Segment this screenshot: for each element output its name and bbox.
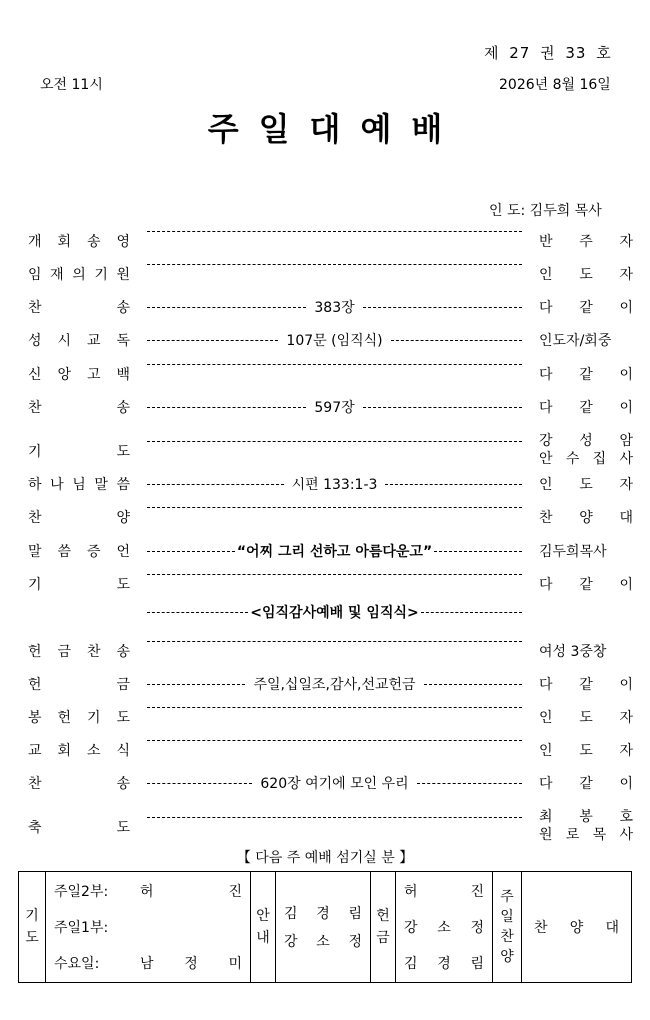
order-label-char: 양 bbox=[116, 510, 130, 526]
order-label-char: 금 bbox=[57, 644, 72, 660]
order-label-char: 송 bbox=[86, 234, 101, 250]
order-person bbox=[539, 574, 633, 594]
order-label-char: 교 bbox=[28, 743, 42, 759]
person-char: 자 bbox=[619, 267, 633, 283]
vertical-char: 양 bbox=[500, 949, 514, 965]
order-row bbox=[0, 809, 650, 843]
order-label bbox=[28, 674, 130, 694]
order-person-line bbox=[539, 826, 633, 844]
praise-cell bbox=[522, 872, 632, 983]
dash-line bbox=[424, 684, 522, 685]
order-person bbox=[539, 432, 633, 468]
order-label bbox=[28, 264, 130, 284]
prayer-service: 주일1부: bbox=[54, 920, 109, 936]
issue-number: 제 27 권 33 호 bbox=[484, 44, 612, 62]
order-label-char: 말 bbox=[94, 477, 108, 493]
person-char: 호 bbox=[619, 809, 633, 825]
person-char: 이 bbox=[619, 300, 633, 316]
dash-line bbox=[147, 783, 252, 784]
order-label-char: 헌 bbox=[28, 677, 42, 693]
order-person bbox=[539, 264, 633, 284]
page-title: 주일대예배 bbox=[207, 110, 463, 148]
person-char: 도 bbox=[579, 477, 593, 493]
dash-line bbox=[147, 364, 522, 365]
person-char: 도 bbox=[579, 743, 593, 759]
order-label-char: 찬 bbox=[28, 776, 42, 792]
order-person bbox=[539, 297, 633, 317]
vertical-char: 기 bbox=[25, 908, 39, 924]
order-label-char: 봉 bbox=[28, 710, 42, 726]
name-char: 소 bbox=[437, 920, 451, 936]
offering-name bbox=[404, 881, 484, 901]
order-label bbox=[28, 773, 130, 793]
dashed-leader bbox=[147, 707, 522, 708]
name-char: 정 bbox=[470, 920, 484, 936]
order-label-char: 회 bbox=[57, 234, 72, 250]
vertical-char: 찬 bbox=[500, 929, 514, 945]
prayer-label bbox=[19, 905, 45, 949]
dash-line bbox=[363, 407, 522, 408]
dashed-leader bbox=[147, 364, 522, 365]
praise-label bbox=[493, 887, 521, 967]
order-label-char: 말 bbox=[28, 544, 42, 560]
order-person: 인도자/회중 bbox=[539, 333, 612, 349]
dashed-leader bbox=[147, 507, 522, 508]
guide-label bbox=[251, 905, 275, 949]
person-char: 자 bbox=[619, 743, 633, 759]
person-char: 다 bbox=[539, 776, 553, 792]
dash-line bbox=[385, 484, 522, 485]
order-label-char: 성 bbox=[28, 333, 42, 349]
person-char: 이 bbox=[619, 776, 633, 792]
order-row bbox=[0, 231, 650, 255]
offering-cell bbox=[396, 872, 493, 983]
guide-name bbox=[284, 931, 362, 951]
dashed-leader bbox=[147, 773, 522, 793]
order-center-text: 주일,십일조,감사,선교헌금 bbox=[253, 677, 416, 693]
order-label bbox=[28, 817, 130, 837]
dash-line bbox=[147, 740, 522, 741]
person-char: 다 bbox=[539, 400, 553, 416]
name-char: 찬 bbox=[534, 920, 548, 936]
vertical-char: 안 bbox=[256, 908, 270, 924]
order-label-char: 신 bbox=[28, 367, 42, 383]
person-char: 봉 bbox=[579, 809, 593, 825]
order-label-char: 영 bbox=[116, 234, 130, 250]
order-label bbox=[28, 507, 130, 527]
order-label bbox=[28, 397, 130, 417]
person-char: 이 bbox=[619, 400, 633, 416]
order-label-char: 송 bbox=[116, 300, 130, 316]
offering-label bbox=[371, 905, 395, 949]
order-person bbox=[539, 808, 633, 844]
order-row bbox=[0, 397, 650, 421]
order-label-char: 의 bbox=[72, 267, 86, 283]
order-person: 여성 3중창 bbox=[539, 644, 607, 660]
order-label-char: 회 bbox=[57, 743, 72, 759]
praise-label-cell bbox=[493, 872, 522, 983]
prayer-list bbox=[46, 873, 250, 981]
order-label-char: 헌 bbox=[57, 710, 72, 726]
dashed-leader bbox=[147, 441, 522, 442]
name-char: 허 bbox=[404, 884, 418, 900]
name-char: 미 bbox=[228, 956, 242, 972]
order-label-char: 찬 bbox=[28, 510, 42, 526]
prayer-service: 수요일: bbox=[54, 956, 100, 972]
order-row bbox=[0, 740, 650, 764]
person-char: 사 bbox=[619, 827, 633, 843]
order-label-char: 기 bbox=[94, 267, 108, 283]
name-char: 김 bbox=[284, 906, 298, 922]
order-person bbox=[539, 674, 633, 694]
name-char: 진 bbox=[228, 884, 242, 900]
order-person bbox=[539, 231, 633, 251]
person-char: 같 bbox=[579, 400, 593, 416]
order-label-char: 고 bbox=[86, 367, 101, 383]
name-char: 림 bbox=[348, 906, 362, 922]
person-char: 사 bbox=[619, 451, 633, 467]
dashed-leader bbox=[147, 297, 522, 317]
dash-line bbox=[147, 441, 522, 442]
dash-line bbox=[417, 783, 522, 784]
dash-line bbox=[147, 231, 522, 232]
person-char: 안 bbox=[539, 451, 553, 467]
service-time: 오전 11시 bbox=[40, 77, 103, 93]
person-char: 찬 bbox=[539, 510, 553, 526]
vertical-char: 금 bbox=[376, 930, 390, 946]
service-date: 2026년 8월 16일 bbox=[499, 77, 611, 93]
dashed-leader bbox=[147, 740, 522, 741]
person-char: 같 bbox=[579, 776, 593, 792]
person-char: 같 bbox=[579, 367, 593, 383]
order-center-text: 383장 bbox=[314, 300, 355, 316]
dashed-leader bbox=[147, 674, 522, 694]
order-label-char: 씀 bbox=[57, 544, 72, 560]
order-center-text: 620장 여기에 모인 우리 bbox=[260, 776, 409, 792]
order-label bbox=[28, 474, 130, 494]
order-label-char: 임 bbox=[28, 267, 42, 283]
name-char: 강 bbox=[284, 934, 298, 950]
order-label-char: 앙 bbox=[57, 367, 72, 383]
name-char: 정 bbox=[184, 956, 198, 972]
order-label-char: 기 bbox=[28, 444, 42, 460]
order-row bbox=[0, 707, 650, 731]
order-center-text: 시편 133:1-3 bbox=[291, 477, 378, 493]
name-char: 김 bbox=[404, 956, 418, 972]
dash-line bbox=[147, 574, 522, 575]
vertical-char: 일 bbox=[500, 909, 514, 925]
person-char: 수 bbox=[565, 451, 580, 467]
order-person bbox=[539, 397, 633, 417]
person-char: 인 bbox=[539, 267, 553, 283]
order-label-char: 찬 bbox=[28, 400, 42, 416]
name-char: 허 bbox=[140, 884, 154, 900]
order-label-char: 원 bbox=[116, 267, 130, 283]
praise-name bbox=[522, 917, 631, 937]
order-label-char: 식 bbox=[116, 743, 130, 759]
prayer-name bbox=[130, 917, 242, 937]
order-row bbox=[0, 264, 650, 288]
order-label-char: 축 bbox=[28, 820, 42, 836]
order-center-text: 597장 bbox=[314, 400, 355, 416]
order-label-char: 소 bbox=[86, 743, 101, 759]
person-char: 이 bbox=[619, 367, 633, 383]
dash-line bbox=[147, 484, 284, 485]
order-label-char: 도 bbox=[116, 444, 130, 460]
dashed-leader bbox=[147, 231, 522, 232]
name-char: 진 bbox=[470, 884, 484, 900]
dash-line bbox=[363, 307, 522, 308]
order-label-char: 개 bbox=[28, 234, 42, 250]
order-label-char: 도 bbox=[116, 710, 130, 726]
dash-line bbox=[147, 507, 522, 508]
prayer-entry bbox=[54, 953, 242, 973]
order-row bbox=[0, 507, 650, 531]
order-person bbox=[539, 364, 633, 384]
name-char: 양 bbox=[569, 920, 584, 936]
leader-line: 인 도: 김두희 목사 bbox=[489, 203, 602, 219]
name-char: 정 bbox=[348, 934, 362, 950]
name-char: 강 bbox=[404, 920, 418, 936]
order-label-char: 송 bbox=[116, 400, 130, 416]
order-label-char: 독 bbox=[116, 333, 130, 349]
dash-line bbox=[147, 817, 522, 818]
order-person bbox=[539, 474, 633, 494]
order-row bbox=[0, 297, 650, 321]
person-char: 주 bbox=[579, 234, 593, 250]
guide-name bbox=[284, 903, 362, 923]
person-char: 다 bbox=[539, 677, 553, 693]
person-char: 이 bbox=[619, 577, 633, 593]
name-char: 남 bbox=[140, 956, 154, 972]
order-center-text: 107문 (임직식) bbox=[286, 333, 383, 349]
guide-label-cell bbox=[251, 872, 276, 983]
order-label bbox=[28, 330, 130, 350]
order-label bbox=[28, 707, 130, 727]
order-label bbox=[28, 541, 130, 561]
person-char: 같 bbox=[579, 300, 593, 316]
dash-line bbox=[147, 707, 522, 708]
dash-line bbox=[147, 641, 522, 642]
vertical-char: 주 bbox=[500, 889, 514, 905]
order-label bbox=[28, 231, 130, 251]
order-label-char: 씀 bbox=[116, 477, 130, 493]
order-row bbox=[0, 674, 650, 698]
name-char: 소 bbox=[316, 934, 330, 950]
name-char: 경 bbox=[316, 906, 330, 922]
order-row bbox=[0, 641, 650, 665]
prayer-name bbox=[130, 953, 242, 973]
dashed-leader bbox=[147, 474, 522, 494]
order-row bbox=[0, 330, 650, 354]
order-center-text: “어찌 그리 선하고 아름다운고” bbox=[236, 544, 433, 560]
order-label-char: 기 bbox=[86, 710, 101, 726]
vertical-char: 헌 bbox=[376, 908, 390, 924]
order-label-char: 교 bbox=[86, 333, 101, 349]
person-char: 최 bbox=[539, 809, 553, 825]
name-char: 경 bbox=[437, 956, 451, 972]
order-person bbox=[539, 740, 633, 760]
person-char: 자 bbox=[619, 477, 633, 493]
person-char: 다 bbox=[539, 300, 553, 316]
person-char: 양 bbox=[579, 510, 593, 526]
person-char: 성 bbox=[579, 433, 593, 449]
dash-line bbox=[391, 340, 522, 341]
order-label-char: 언 bbox=[116, 544, 130, 560]
order-label-char: 금 bbox=[116, 677, 130, 693]
person-char: 인 bbox=[539, 710, 553, 726]
person-char: 같 bbox=[579, 577, 593, 593]
order-label bbox=[28, 441, 130, 461]
dashed-leader bbox=[147, 541, 522, 561]
person-char: 반 bbox=[539, 234, 553, 250]
person-char: 암 bbox=[619, 433, 633, 449]
offering-label-cell bbox=[371, 872, 396, 983]
person-char: 원 bbox=[539, 827, 553, 843]
dash-line bbox=[147, 307, 306, 308]
dashed-leader bbox=[147, 397, 522, 417]
order-person-line bbox=[539, 450, 633, 468]
order-label-char: 님 bbox=[72, 477, 86, 493]
offering-list bbox=[396, 873, 492, 981]
name-char: 림 bbox=[470, 956, 484, 972]
dash-line bbox=[147, 407, 306, 408]
order-label bbox=[28, 574, 130, 594]
prayer-service: 주일2부: bbox=[54, 884, 109, 900]
dash-line bbox=[147, 340, 278, 341]
order-label-char: 하 bbox=[28, 477, 42, 493]
order-label-char: 헌 bbox=[28, 644, 42, 660]
order-row bbox=[0, 474, 650, 498]
person-char: 인 bbox=[539, 743, 553, 759]
person-char: 다 bbox=[539, 577, 553, 593]
person-char: 다 bbox=[539, 367, 553, 383]
dash-line bbox=[147, 684, 245, 685]
dashed-leader bbox=[147, 574, 522, 575]
vertical-char: 내 bbox=[256, 930, 270, 946]
order-person: 김두희목사 bbox=[539, 544, 607, 560]
prayer-label-cell bbox=[19, 872, 46, 983]
order-label-char: 찬 bbox=[28, 300, 42, 316]
order-person-line bbox=[539, 808, 633, 826]
order-row bbox=[0, 433, 650, 467]
order-label-char: 재 bbox=[50, 267, 64, 283]
order-row bbox=[0, 773, 650, 797]
order-label bbox=[28, 641, 130, 661]
person-char: 같 bbox=[579, 677, 593, 693]
order-label-char: 송 bbox=[116, 644, 130, 660]
order-person bbox=[539, 773, 633, 793]
person-char: 이 bbox=[619, 677, 633, 693]
prayer-name bbox=[130, 881, 242, 901]
section-title: <임직감사예배 및 임직식> bbox=[250, 605, 419, 621]
next-week-caption: 【 다음 주 예배 섬기실 분 】 bbox=[236, 850, 414, 866]
order-person bbox=[539, 507, 633, 527]
order-label-char: 백 bbox=[116, 367, 130, 383]
order-label bbox=[28, 740, 130, 760]
order-label-char: 도 bbox=[116, 577, 130, 593]
dashed-leader bbox=[147, 641, 522, 642]
order-label bbox=[28, 297, 130, 317]
guide-cell bbox=[276, 872, 371, 983]
order-label bbox=[28, 364, 130, 384]
prayer-entry bbox=[54, 881, 242, 901]
dashed-leader bbox=[147, 330, 522, 350]
guide-list bbox=[276, 873, 370, 981]
dash-line bbox=[147, 264, 522, 265]
vertical-char: 도 bbox=[25, 930, 39, 946]
order-label-char: 송 bbox=[116, 776, 130, 792]
person-char: 목 bbox=[592, 827, 607, 843]
person-char: 도 bbox=[579, 267, 593, 283]
person-char: 도 bbox=[579, 710, 593, 726]
order-row bbox=[0, 541, 650, 565]
person-char: 자 bbox=[619, 234, 633, 250]
order-row bbox=[0, 574, 650, 598]
name-char: 대 bbox=[605, 920, 619, 936]
order-person-line bbox=[539, 432, 633, 450]
dashed-leader bbox=[147, 817, 522, 818]
order-label-char: 시 bbox=[57, 333, 72, 349]
person-char: 집 bbox=[592, 451, 607, 467]
order-label-char: 증 bbox=[86, 544, 101, 560]
order-label-char: 기 bbox=[28, 577, 42, 593]
order-person bbox=[539, 707, 633, 727]
offering-name bbox=[404, 917, 484, 937]
person-char: 강 bbox=[539, 433, 553, 449]
order-row bbox=[0, 364, 650, 388]
dash-line bbox=[434, 551, 522, 552]
person-char: 로 bbox=[565, 827, 580, 843]
person-char: 대 bbox=[619, 510, 633, 526]
order-label-char: 찬 bbox=[86, 644, 101, 660]
section-divider bbox=[147, 602, 522, 622]
next-week-table bbox=[18, 871, 632, 983]
prayer-cell bbox=[46, 872, 251, 983]
person-char: 인 bbox=[539, 477, 553, 493]
dash-line bbox=[147, 551, 235, 552]
order-label-char: 도 bbox=[116, 820, 130, 836]
prayer-entry bbox=[54, 917, 242, 937]
dashed-leader bbox=[147, 264, 522, 265]
offering-name bbox=[404, 953, 484, 973]
person-char: 자 bbox=[619, 710, 633, 726]
order-label-char: 나 bbox=[50, 477, 64, 493]
